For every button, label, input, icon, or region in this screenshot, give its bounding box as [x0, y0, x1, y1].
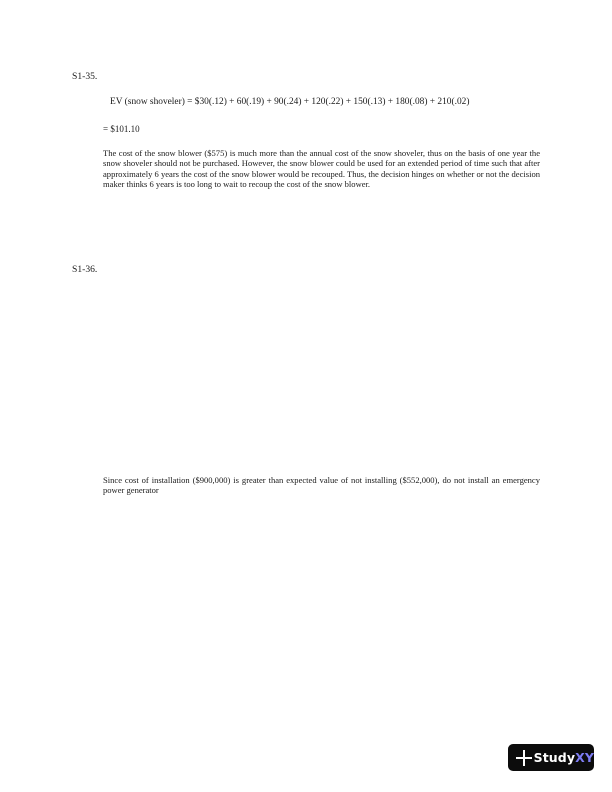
problem-label-s1-35: S1-35.: [72, 71, 98, 82]
problem-label-s1-36: S1-36.: [72, 264, 98, 275]
plus-icon: [516, 750, 529, 766]
expected-value-result: = $101.10: [103, 124, 140, 134]
studyxy-logo-text: StudyXY: [533, 750, 594, 765]
studyxy-watermark-badge: [508, 744, 594, 771]
snow-blower-analysis-paragraph: The cost of the snow blower ($575) is much more than the annual cost of the snow shoveler, thus on the basis of one year the snow shoveler should not be purchased. However, the snow blower could be used for an extended period of time such that after approximately 6 years the cost of the snow blower would be recouped. Thus, the decision hinges on whether or not the decision maker thinks 6 years is too long to wait to recoup the cost of the snow blower.: [103, 148, 540, 190]
expected-value-equation: EV (snow shoveler) = $30(.12) + 60(.19) + 90(.24) + 120(.22) + 150(.13) + 180(.08) + 210(.02): [110, 97, 470, 107]
generator-conclusion-paragraph: Since cost of installation ($900,000) is greater than expected value of not installing ($552,000), do not install an emergency power generator: [103, 475, 540, 496]
